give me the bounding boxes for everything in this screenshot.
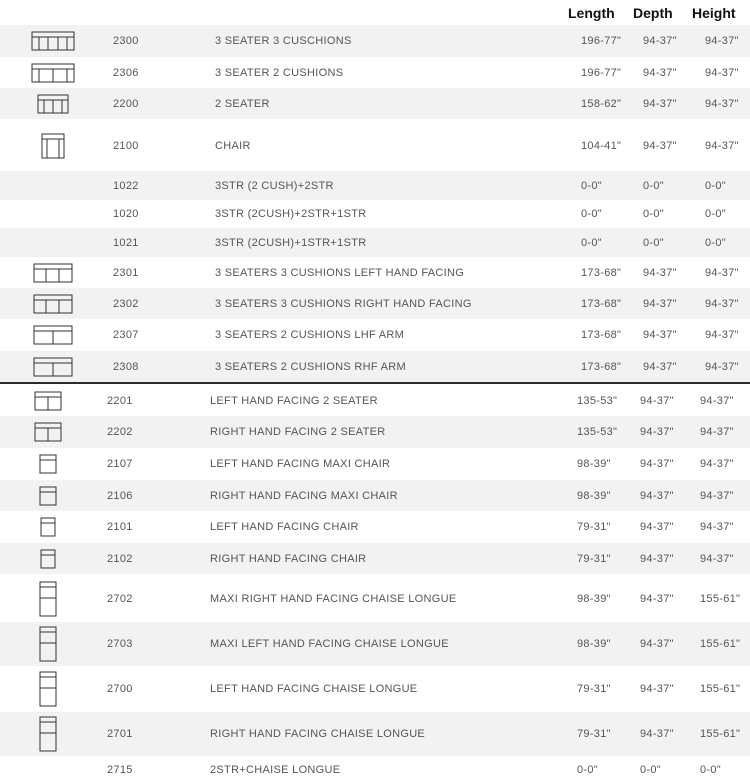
product-code: 2201 <box>107 394 133 407</box>
height-value: 94-37" <box>700 552 734 565</box>
depth-value: 94-37" <box>640 426 674 438</box>
length-value: 79-31" <box>577 521 611 533</box>
product-code: 2703 <box>107 638 133 650</box>
depth-value: 94-37" <box>643 35 677 47</box>
height-value: 94-37" <box>700 426 734 438</box>
depth-value: 94-37" <box>640 521 674 533</box>
sofa-3-seat-3-cushion-icon <box>31 31 75 51</box>
product-description: CHAIR <box>215 139 251 152</box>
product-code: 1021 <box>113 236 139 249</box>
length-value: 0-0" <box>581 208 603 220</box>
sofa-3-seat-2-cushion-rhf-icon <box>33 357 73 377</box>
table-row <box>0 120 750 171</box>
product-code: 2102 <box>107 552 133 565</box>
table-row <box>0 57 750 88</box>
depth-value: 94-37" <box>640 638 674 650</box>
product-code: 2300 <box>113 35 139 47</box>
table-row <box>0 88 750 119</box>
product-description: 3STR (2 CUSH)+2STR <box>215 179 334 192</box>
length-value: 79-31" <box>577 728 611 740</box>
height-value: 94-37" <box>705 266 739 279</box>
height-value: 94-37" <box>705 139 739 152</box>
product-code: 2107 <box>107 457 133 470</box>
depth-value: 94-37" <box>643 97 677 110</box>
height-value: 94-37" <box>700 489 734 502</box>
product-description: LEFT HAND FACING 2 SEATER <box>210 394 378 407</box>
depth-value: 0-0" <box>640 764 662 776</box>
depth-value: 94-37" <box>643 266 677 279</box>
section-divider <box>0 382 750 384</box>
product-code: 1022 <box>113 179 139 192</box>
product-description: 3 SEATERS 2 CUSHIONS LHF ARM <box>215 329 405 341</box>
table-row <box>0 543 750 574</box>
length-value: 158-62" <box>581 97 622 110</box>
height-value: 0-0" <box>705 208 727 220</box>
length-value: 135-53" <box>577 394 618 407</box>
length-value: 135-53" <box>577 426 618 438</box>
chair-icon <box>41 133 65 159</box>
length-value: 98-39" <box>577 457 611 470</box>
height-value: 94-37" <box>705 297 739 310</box>
product-description: LEFT HAND FACING MAXI CHAIR <box>210 457 391 470</box>
product-code: 2715 <box>107 764 133 776</box>
table-row <box>0 448 750 479</box>
header-height: Height <box>692 5 736 21</box>
product-description: 3 SEATERS 2 CUSHIONS RHF ARM <box>215 360 406 373</box>
product-code: 2202 <box>107 426 133 438</box>
depth-value: 94-37" <box>640 683 674 695</box>
product-code: 2100 <box>113 139 139 152</box>
chaise-lhf-icon <box>39 671 57 707</box>
height-value: 94-37" <box>700 394 734 407</box>
table-row <box>0 319 750 351</box>
depth-value: 94-37" <box>643 66 677 79</box>
height-value: 155-61" <box>700 638 741 650</box>
product-code: 2200 <box>113 97 139 110</box>
sofa-2-seat-rhf-icon <box>34 422 62 442</box>
sofa-3-seat-rhf-icon <box>33 294 73 314</box>
product-code: 2307 <box>113 329 139 341</box>
product-description: RIGHT HAND FACING MAXI CHAIR <box>210 489 398 502</box>
height-value: 0-0" <box>705 179 727 192</box>
chaise-rhf-icon <box>39 716 57 752</box>
product-code: 2306 <box>113 66 139 79</box>
length-value: 173-68" <box>581 360 622 373</box>
product-description: 3 SEATERS 3 CUSHIONS LEFT HAND FACING <box>215 266 465 279</box>
depth-value: 94-37" <box>643 139 677 152</box>
sofa-3-seat-2-cushion-icon <box>31 63 75 83</box>
height-value: 94-37" <box>705 329 739 341</box>
maxi-chair-rhf-icon <box>39 486 57 506</box>
length-value: 0-0" <box>581 179 603 192</box>
sofa-2-seat-icon <box>37 94 69 114</box>
product-code: 2302 <box>113 297 139 310</box>
product-description: LEFT HAND FACING CHAIR <box>210 521 359 533</box>
depth-value: 0-0" <box>643 208 665 220</box>
depth-value: 94-37" <box>640 457 674 470</box>
product-description: RIGHT HAND FACING 2 SEATER <box>210 426 386 438</box>
depth-value: 94-37" <box>643 297 677 310</box>
length-value: 0-0" <box>581 236 603 249</box>
table-row <box>0 288 750 319</box>
table-row <box>0 712 750 756</box>
product-code: 2700 <box>107 683 133 695</box>
height-value: 94-37" <box>700 521 734 533</box>
product-description: LEFT HAND FACING CHAISE LONGUE <box>210 683 418 695</box>
depth-value: 94-37" <box>643 329 677 341</box>
product-code: 2106 <box>107 489 133 502</box>
depth-value: 94-37" <box>640 489 674 502</box>
length-value: 104-41" <box>581 139 622 152</box>
product-code: 2702 <box>107 593 133 605</box>
sofa-2-seat-lhf-icon <box>34 391 62 411</box>
product-description: 3 SEATER 3 CUSCHIONS <box>215 35 352 47</box>
maxi-chaise-rhf-icon <box>39 581 57 617</box>
depth-value: 0-0" <box>643 179 665 192</box>
table-row <box>0 171 750 200</box>
table-row <box>0 25 750 57</box>
length-value: 173-68" <box>581 297 622 310</box>
depth-value: 94-37" <box>640 593 674 605</box>
length-value: 98-39" <box>577 638 611 650</box>
product-description: 3 SEATERS 3 CUSHIONS RIGHT HAND FACING <box>215 297 472 310</box>
table-row <box>0 228 750 257</box>
length-value: 173-68" <box>581 329 622 341</box>
length-value: 79-31" <box>577 552 611 565</box>
product-description: 2STR+CHAISE LONGUE <box>210 764 341 776</box>
height-value: 155-61" <box>700 593 741 605</box>
length-value: 79-31" <box>577 683 611 695</box>
depth-value: 94-37" <box>640 728 674 740</box>
table-row <box>0 351 750 382</box>
table-row <box>0 200 750 228</box>
sofa-3-seat-lhf-icon <box>33 263 73 283</box>
table-row <box>0 257 750 288</box>
product-code: 1020 <box>113 208 139 220</box>
depth-value: 94-37" <box>643 360 677 373</box>
product-description: MAXI RIGHT HAND FACING CHAISE LONGUE <box>210 593 457 605</box>
height-value: 94-37" <box>705 97 739 110</box>
table-row <box>0 385 750 416</box>
table-row <box>0 576 750 622</box>
product-code: 2301 <box>113 266 139 279</box>
product-code: 2308 <box>113 360 139 373</box>
length-value: 173-68" <box>581 266 622 279</box>
product-description: 3STR (2CUSH)+1STR+1STR <box>215 236 367 249</box>
depth-value: 0-0" <box>643 236 665 249</box>
sofa-3-seat-2-cushion-lhf-icon <box>33 325 73 345</box>
maxi-chair-lhf-icon <box>39 454 57 474</box>
depth-value: 94-37" <box>640 394 674 407</box>
length-value: 0-0" <box>577 764 599 776</box>
chair-lhf-icon <box>40 517 56 537</box>
length-value: 98-39" <box>577 489 611 502</box>
height-value: 0-0" <box>705 236 727 249</box>
height-value: 94-37" <box>700 457 734 470</box>
header-length: Length <box>568 5 615 21</box>
length-value: 196-77" <box>581 35 622 47</box>
table-row <box>0 480 750 511</box>
table-row <box>0 622 750 666</box>
header-depth: Depth <box>633 5 673 21</box>
maxi-chaise-lhf-icon <box>39 626 57 662</box>
length-value: 98-39" <box>577 593 611 605</box>
table-row <box>0 666 750 712</box>
chair-rhf-icon <box>40 549 56 569</box>
product-description: 3STR (2CUSH)+2STR+1STR <box>215 208 367 220</box>
product-description: 3 SEATER 2 CUSHIONS <box>215 66 344 79</box>
table-row <box>0 756 750 784</box>
product-description: 2 SEATER <box>215 97 270 110</box>
product-description: RIGHT HAND FACING CHAISE LONGUE <box>210 728 426 740</box>
product-code: 2101 <box>107 521 133 533</box>
length-value: 196-77" <box>581 66 622 79</box>
table-row <box>0 511 750 543</box>
depth-value: 94-37" <box>640 552 674 565</box>
table-row <box>0 416 750 448</box>
table-header <box>0 0 750 25</box>
height-value: 0-0" <box>700 764 722 776</box>
product-code: 2701 <box>107 728 133 740</box>
product-description: RIGHT HAND FACING CHAIR <box>210 552 367 565</box>
height-value: 94-37" <box>705 66 739 79</box>
height-value: 155-61" <box>700 683 741 695</box>
product-description: MAXI LEFT HAND FACING CHAISE LONGUE <box>210 638 449 650</box>
height-value: 94-37" <box>705 35 739 47</box>
height-value: 155-61" <box>700 728 741 740</box>
height-value: 94-37" <box>705 360 739 373</box>
